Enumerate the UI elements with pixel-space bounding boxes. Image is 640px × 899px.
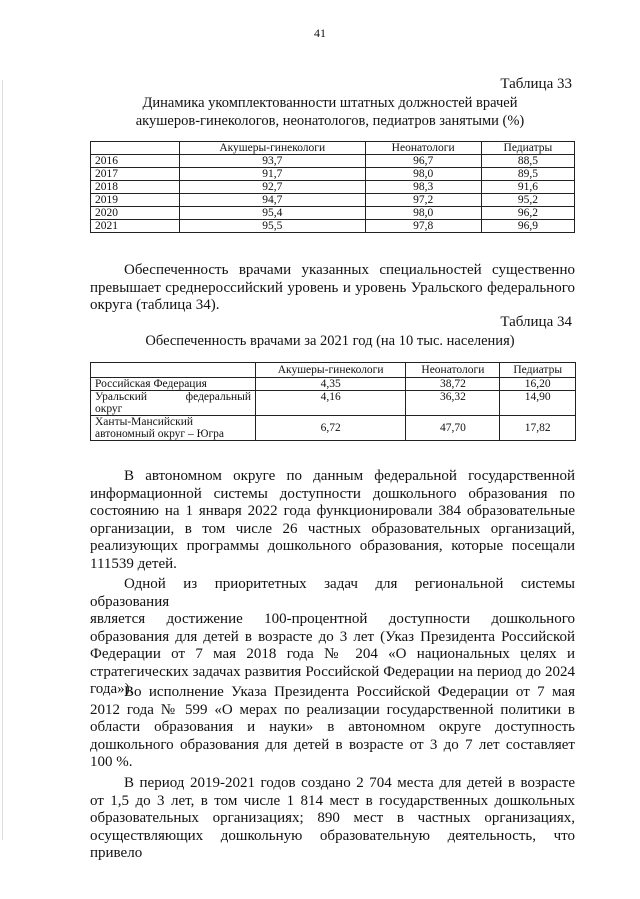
value-cell: 97,8 (365, 220, 481, 233)
year-cell: 2020 (91, 207, 180, 220)
paragraph-line: является достижение 100-процентной доступности дошкольного (90, 611, 575, 627)
value-cell: 93,7 (180, 155, 366, 168)
table-34-caption: Обеспеченность врачами за 2021 год (на 10 тыс. населения) (145, 333, 515, 349)
paragraph-line: Во исполнение Указа Президента Российской Федерации от 7 мая (124, 684, 575, 700)
header-cell-neonatologists: Неонатологи (406, 363, 500, 378)
header-cell-neonatologists: Неонатологи (365, 142, 481, 155)
year-cell: 2017 (91, 168, 180, 181)
value-cell: 97,2 (365, 194, 481, 207)
year-cell: 2019 (91, 194, 180, 207)
paragraph-line: превышает среднероссийский уровень и уровень Уральского федерального (90, 279, 575, 296)
paragraph-line: округа (таблица 34). (90, 297, 220, 313)
table-row (91, 181, 575, 194)
value-cell: 96,2 (481, 207, 574, 220)
header-cell-empty (91, 142, 180, 155)
paragraph-line: Одной из приоритетных задач для региональной системы образования (90, 576, 575, 610)
value-cell: 91,7 (180, 168, 366, 181)
table-row (91, 155, 575, 168)
region-cell (91, 378, 256, 391)
paragraph-line: 111539 детей. (90, 555, 177, 572)
paragraph-coverage (90, 262, 575, 315)
table-header-row (91, 363, 576, 378)
value-cell: 98,3 (365, 181, 481, 194)
paragraph-line: Обеспеченность врачами указанных специальностей существенно (124, 262, 575, 278)
paragraph-line: дошкольного образования для детей в возрасте от 3 до 7 лет составляет (90, 736, 575, 753)
paragraph-line: стратегических задачах развития Российской Федерации на период до 2024 (90, 663, 575, 680)
region-name: Российская Федерация (95, 378, 207, 390)
value-cell: 96,7 (365, 155, 481, 168)
header-cell-obstetricians: Акушеры-гинекологи (256, 363, 406, 378)
header-cell-pediatricians: Педиатры (481, 142, 574, 155)
value-cell: 95,4 (180, 207, 366, 220)
table-33 (90, 141, 575, 233)
paragraph-preschool-organizations (90, 468, 575, 573)
table-row (91, 378, 576, 391)
value-cell: 98,0 (365, 168, 481, 181)
value-cell: 98,0 (365, 207, 481, 220)
value-cell: 4,35 (256, 378, 406, 391)
year-cell: 2016 (91, 155, 180, 168)
table-row (91, 391, 576, 416)
paragraph-line: Федерации от 7 мая 2018 года № 204 «О национальных целях и (90, 646, 575, 662)
paragraph-line: области образования и науки» в автономном округе доступность (90, 719, 575, 735)
paragraph-places-created (90, 775, 575, 863)
value-cell: 91,6 (481, 181, 574, 194)
value-cell: 6,72 (256, 416, 406, 441)
table-33-caption-line1: Динамика укомплектованности штатных должностей врачей (142, 95, 518, 111)
value-cell: 94,7 (180, 194, 366, 207)
year-cell: 2021 (91, 220, 180, 233)
table-33-caption (80, 94, 580, 130)
paragraph-line: реализующих программы дошкольного образования, которые посещали (90, 538, 575, 554)
paragraph-line: В автономном округе по данным федеральной государственной (124, 468, 575, 484)
table-33-label: Таблица 33 (500, 76, 572, 92)
paragraph-decree-599 (90, 684, 575, 772)
table-row (91, 207, 575, 220)
value-cell: 96,9 (481, 220, 574, 233)
scan-edge (2, 80, 3, 840)
page-number: 41 (314, 26, 326, 40)
paragraph-line: образовательных организациях; 890 мест в частных организациях, (90, 810, 575, 826)
value-cell: 17,82 (500, 416, 576, 441)
value-cell: 38,72 (406, 378, 500, 391)
paragraph-line: года»). (90, 681, 134, 697)
paragraph-line: организации, в том числе 26 частных образовательных организаций, (90, 520, 575, 537)
header-cell-obstetricians: Акушеры-гинекологи (180, 142, 366, 155)
paragraph-line: образования для детей в возрасте до 3 лет (Указ Президента Российской (90, 628, 575, 645)
value-cell: 88,5 (481, 155, 574, 168)
region-cell (91, 416, 256, 441)
table-34 (90, 362, 576, 441)
year-cell: 2018 (91, 181, 180, 194)
value-cell: 4,16 (256, 391, 406, 416)
table-header-row (91, 142, 575, 155)
paragraph-line: 2012 года № 599 «О мерах по реализации государственной политики в (90, 701, 575, 718)
value-cell: 14,90 (500, 391, 576, 416)
table-row (91, 220, 575, 233)
paragraph-line: осуществляющих дошкольную образовательную деятельность, что привело (90, 827, 575, 861)
region-name: Ханты-Мансийский (95, 416, 194, 428)
value-cell: 47,70 (406, 416, 500, 441)
table-row (91, 194, 575, 207)
region-cell (91, 391, 256, 416)
table-row (91, 168, 575, 181)
header-cell-pediatricians: Педиатры (500, 363, 576, 378)
region-name: Уральский федеральный (95, 391, 251, 403)
paragraph-line: 100 %. (90, 754, 133, 770)
paragraph-line: состоянию на 1 января 2022 года функционировали 384 образовательные (90, 503, 575, 519)
paragraph-line: В период 2019-2021 годов создано 2 704 места для детей в возрасте (124, 775, 575, 791)
table-row (91, 416, 576, 441)
value-cell: 36,32 (406, 391, 500, 416)
region-name-cont: округ (95, 403, 123, 415)
table-34-label: Таблица 34 (500, 314, 572, 330)
paragraph-line: информационной системы доступности дошкольного образования по (90, 485, 575, 502)
value-cell: 89,5 (481, 168, 574, 181)
value-cell: 16,20 (500, 378, 576, 391)
header-cell-empty (91, 363, 256, 378)
value-cell: 95,5 (180, 220, 366, 233)
region-name-cont: автономный округ – Югра (95, 428, 225, 440)
table-33-caption-line2: акушеров-гинекологов, неонатологов, педиатров занятыми (%) (135, 113, 525, 129)
value-cell: 95,2 (481, 194, 574, 207)
paragraph-priority-task (90, 576, 575, 699)
paragraph-line: от 1,5 до 3 лет, в том числе 1 814 мест в государственных дошкольных (90, 792, 575, 809)
value-cell: 92,7 (180, 181, 366, 194)
